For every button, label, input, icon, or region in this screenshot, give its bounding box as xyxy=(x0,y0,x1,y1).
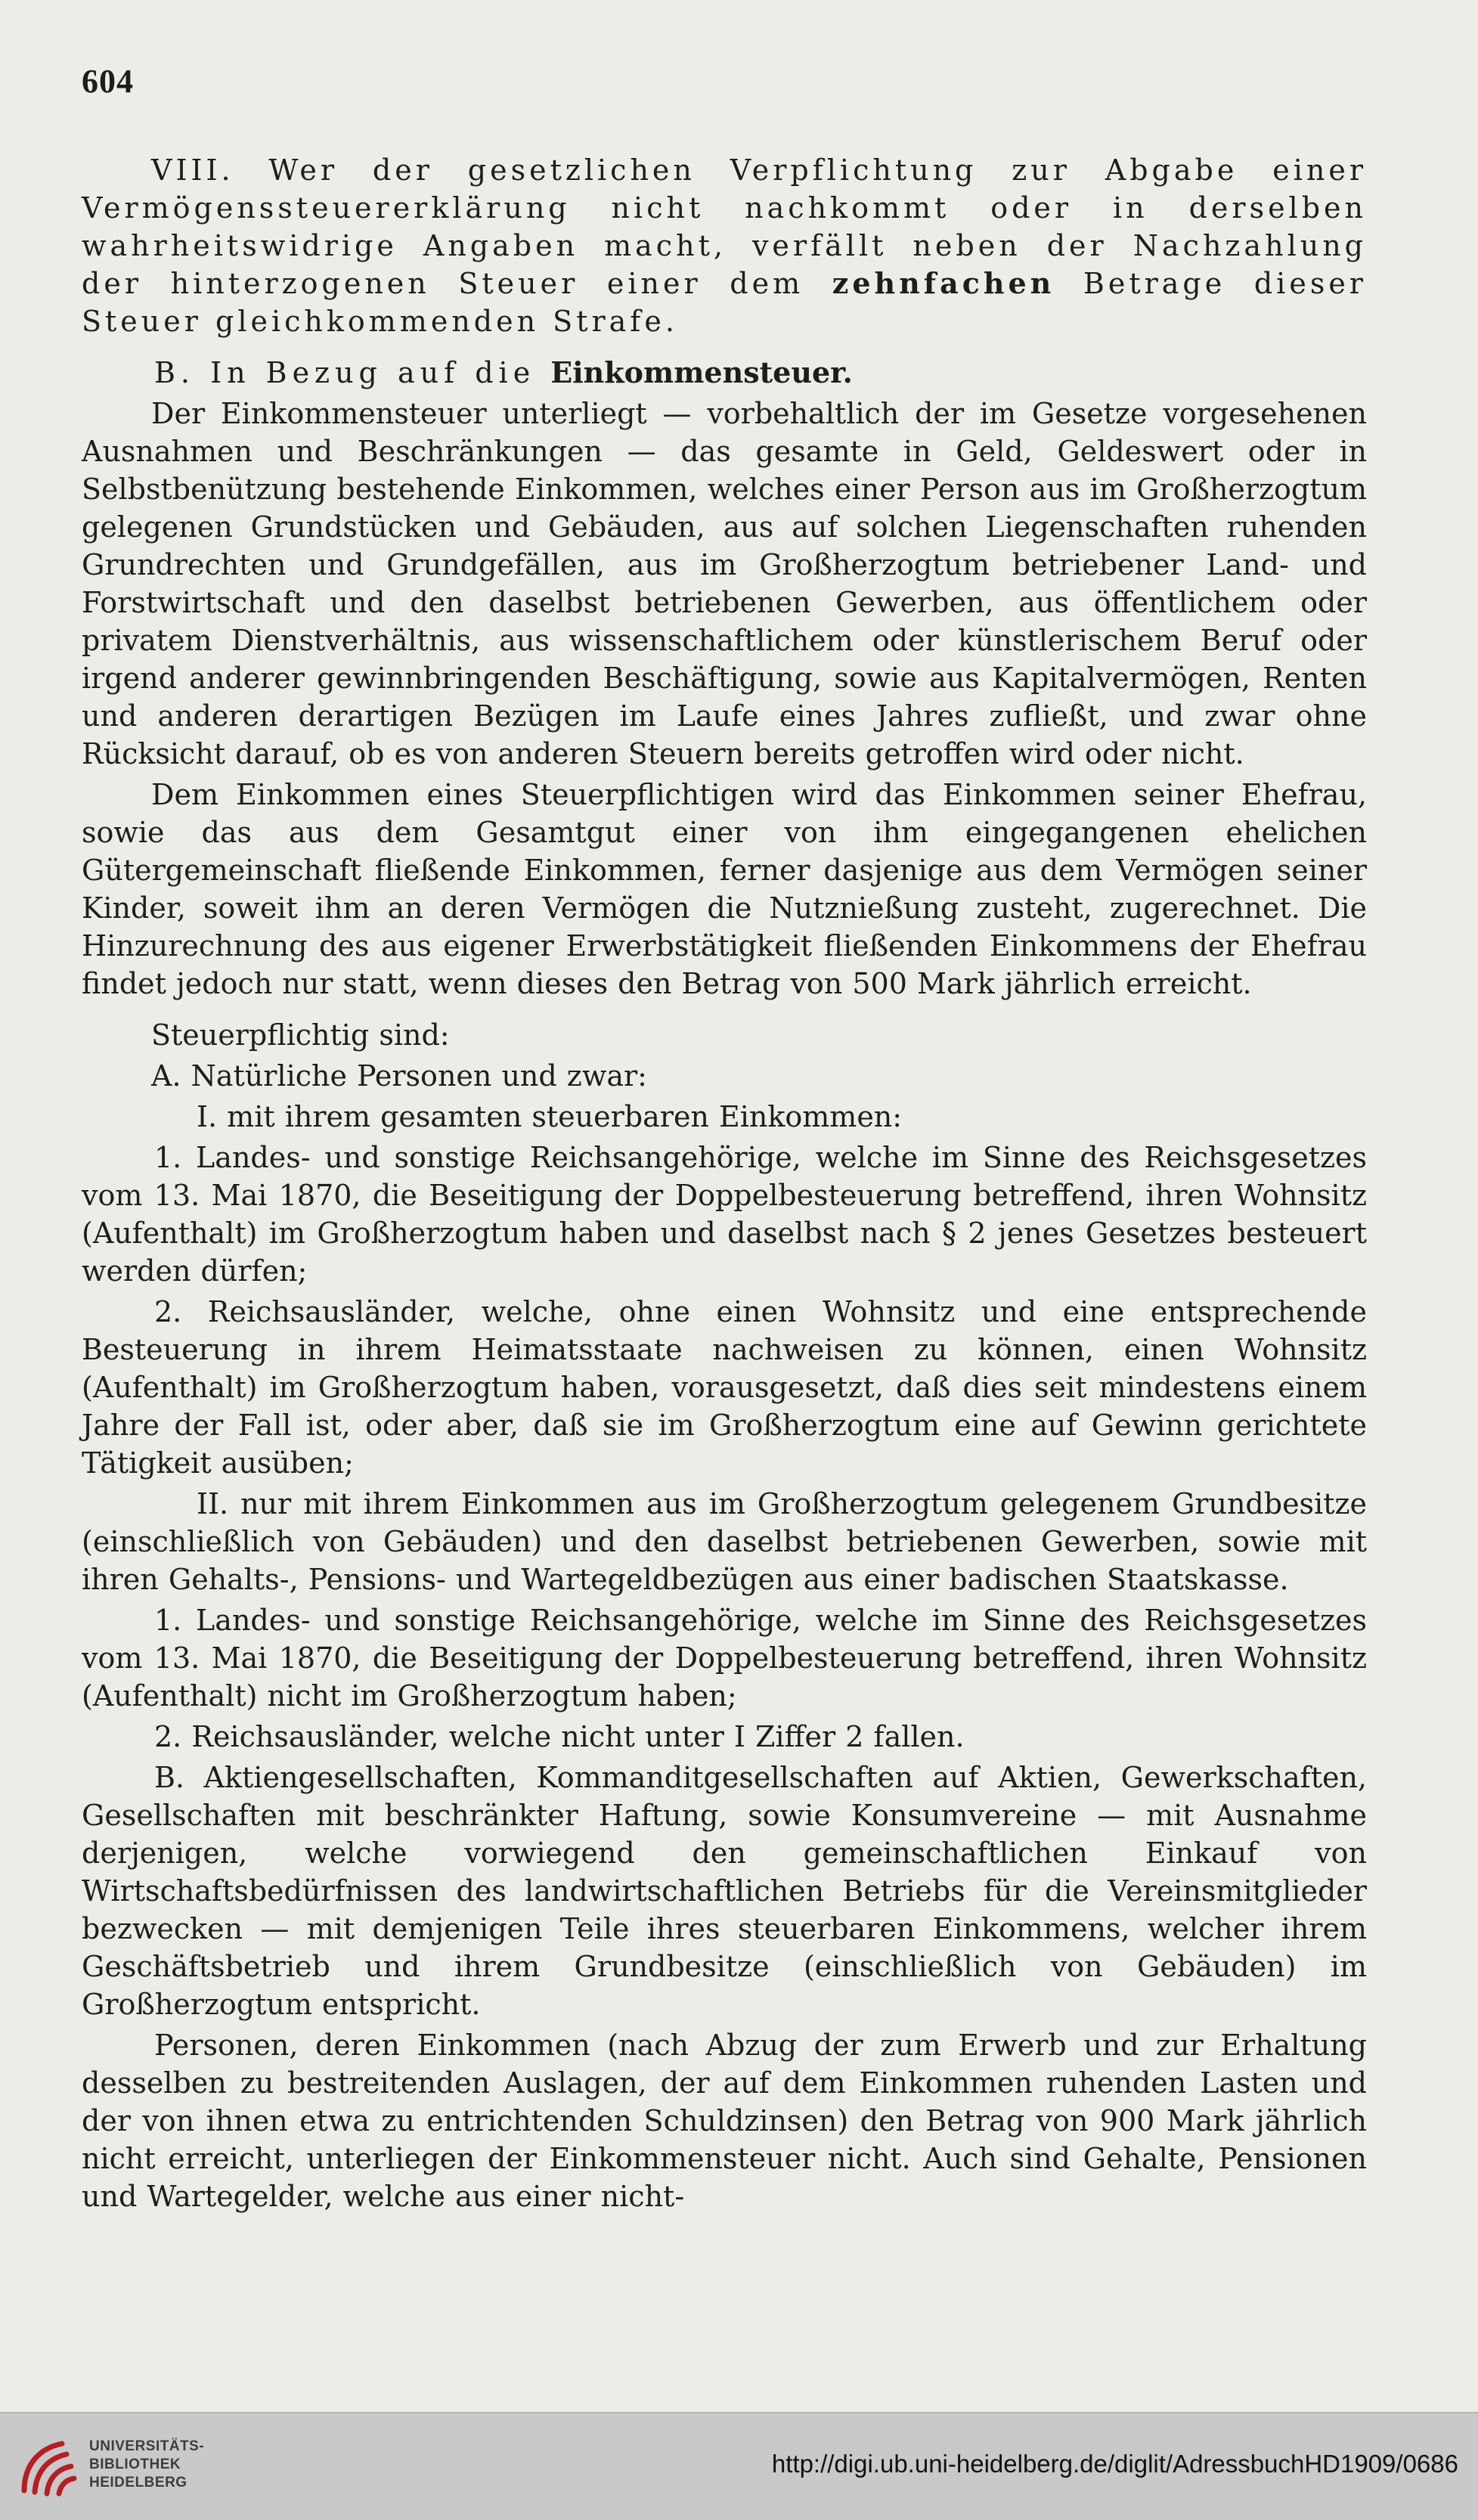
paragraph xyxy=(82,1057,1367,1095)
text-segment: 2. Reichsausländer, welche, ohne einen Wohnsitz und eine entsprechende Besteuerung in ihrem Heimatsstaate nachweisen zu können, einen Wohnsitz (Aufenthalt) im Großherzogtum haben, vorausgesetzt, daß dies seit mindestens einem Jahre der Fall ist, oder aber, daß sie im Großherzogtum eine auf Gewinn gerichtete Tätigkeit ausüben; xyxy=(82,1295,1367,1480)
paragraph xyxy=(82,395,1367,773)
paragraph xyxy=(82,1759,1367,2023)
text-segment: 2. Reichsausländer, welche nicht unter I Ziffer 2 fallen. xyxy=(154,1720,965,1753)
page-number: 604 xyxy=(82,63,134,100)
text-segment: B. In Bezug auf die xyxy=(154,356,551,389)
library-name-line: UNIVERSITÄTS- xyxy=(89,2438,205,2454)
library-name-line: HEIDELBERG xyxy=(89,2475,187,2491)
paragraph xyxy=(82,1485,1367,1598)
text-segment: VIII. Wer der gesetzlichen Verpflichtung zur Abgabe einer Vermögenssteuererklärung nicht nachkommt oder in derselben wahrheitswidrige Angaben macht, verfällt neben der Nachzahlung der hinterzogenen Steuer einer dem xyxy=(82,153,1367,300)
paragraph xyxy=(82,2026,1367,2215)
text-segment: 1. Landes- und sonstige Reichsangehörige, welche im Sinne des Reichsgesetzes vom 13. Mai 1870, die Beseitigung der Doppelbesteuerung betreffend, ihren Wohnsitz (Aufenthalt) im Großherzogtum haben und daselbst nach § 2 jenes Gesetzes besteuert werden dürfen; xyxy=(82,1141,1367,1288)
ub-heidelberg-logo-icon xyxy=(17,2435,80,2498)
digitization-footer xyxy=(0,2412,1478,2520)
text-segment: Steuerpflichtig sind: xyxy=(151,1018,450,1052)
library-name xyxy=(89,2438,204,2492)
text-segment: Betrage dieser Steuer gleichkommenden Strafe. xyxy=(82,267,1367,338)
library-name-line: BIBLIOTHEK xyxy=(89,2456,181,2472)
page-text xyxy=(82,151,1367,2218)
text-segment: I. mit ihrem gesamten steuerbaren Einkommen: xyxy=(197,1100,903,1133)
emphasized-text: Einkommensteuer. xyxy=(550,355,853,389)
text-segment: Personen, deren Einkommen (nach Abzug der zum Erwerb und zur Erhaltung desselben zu bestreitenden Auslagen, der auf dem Einkommen ruhenden Lasten und der von ihnen etwa zu entrichtenden Schuldzinsen) den Betrag von 900 Mark jährlich nicht erreicht, unterliegen der Einkommensteuer nicht. Auch sind Gehalte, Pensionen und Wartegelder, welche aus einer nicht- xyxy=(82,2029,1367,2213)
paragraph xyxy=(82,1718,1367,1756)
paragraph xyxy=(82,354,1367,392)
text-segment: II. nur mit ihrem Einkommen aus im Großherzogtum gelegenem Grundbesitze (einschließlich von Gebäuden) und den daselbst betriebenen Gewerben, sowie mit ihren Gehalts-, Pensions- und Wartegeldbezügen aus einer badischen Staatskasse. xyxy=(82,1487,1367,1596)
text-segment: 1. Landes- und sonstige Reichsangehörige, welche im Sinne des Reichsgesetzes vom 13. Mai 1870, die Beseitigung der Doppelbesteuerung betreffend, ihren Wohnsitz (Aufenthalt) nicht im Großherzogtum haben; xyxy=(82,1604,1367,1713)
paragraph xyxy=(82,151,1367,340)
paragraph xyxy=(82,1016,1367,1054)
text-segment: A. Natürliche Personen und zwar: xyxy=(151,1059,647,1093)
paragraph xyxy=(82,1601,1367,1715)
paragraph xyxy=(82,776,1367,1003)
paragraph xyxy=(82,1293,1367,1482)
source-url-link[interactable]: http://digi.ub.uni-heidelberg.de/diglit/AdressbuchHD1909/0686 xyxy=(771,2450,1458,2478)
paragraph xyxy=(82,1139,1367,1290)
emphasized-text: zehnfachen xyxy=(832,266,1055,300)
text-segment: B. Aktiengesellschaften, Kommanditgesellschaften auf Aktien, Gewerkschaften, Gesellschaften mit beschränkter Haftung, sowie Konsumvereine — mit Ausnahme derjenigen, welche vorwiegend den gemeinschaftlichen Einkauf von Wirtschaftsbedürfnissen des landwirtschaftlichen Betriebs für die Vereinsmitglieder bezwecken — mit demjenigen Teile ihres steuerbaren Einkommens, welcher ihrem Geschäftsbetrieb und ihrem Grundbesitze (einschließlich von Gebäuden) im Großherzogtum entspricht. xyxy=(82,1761,1367,2021)
text-segment: Der Einkommensteuer unterliegt — vorbehaltlich der im Gesetze vorgesehenen Ausnahmen und Beschränkungen — das gesamte in Geld, Geldeswert oder in Selbstbenützung bestehende Einkommen, welches einer Person aus im Großherzogtum gelegenen Grundstücken und Gebäuden, aus auf solchen Liegenschaften ruhenden Grundrechten und Grundgefällen, aus im Großherzogtum betriebener Land- und Forstwirtschaft und den daselbst betriebenen Gewerben, aus öffentlichem oder privatem Dienstverhältnis, aus wissenschaftlichem oder künstlerischem Beruf oder irgend anderer gewinnbringenden Beschäftigung, sowie aus Kapitalvermögen, Renten und anderen derartigen Bezügen im Laufe eines Jahres zufließt, und zwar ohne Rücksicht darauf, ob es von anderen Steuern bereits getroffen wird oder nicht. xyxy=(82,397,1367,770)
text-segment: Dem Einkommen eines Steuerpflichtigen wird das Einkommen seiner Ehefrau, sowie das aus dem Gesamtgut einer von ihm eingegangenen ehelichen Gütergemeinschaft fließende Einkommen, ferner dasjenige aus dem Vermögen seiner Kinder, soweit ihm an deren Vermögen die Nutznießung zusteht, zugerechnet. Die Hinzurechnung des aus eigener Erwerbstätigkeit fließenden Einkommens der Ehefrau findet jedoch nur statt, wenn dieses den Betrag von 500 Mark jährlich erreicht. xyxy=(82,778,1367,1000)
paragraph xyxy=(82,1098,1367,1136)
